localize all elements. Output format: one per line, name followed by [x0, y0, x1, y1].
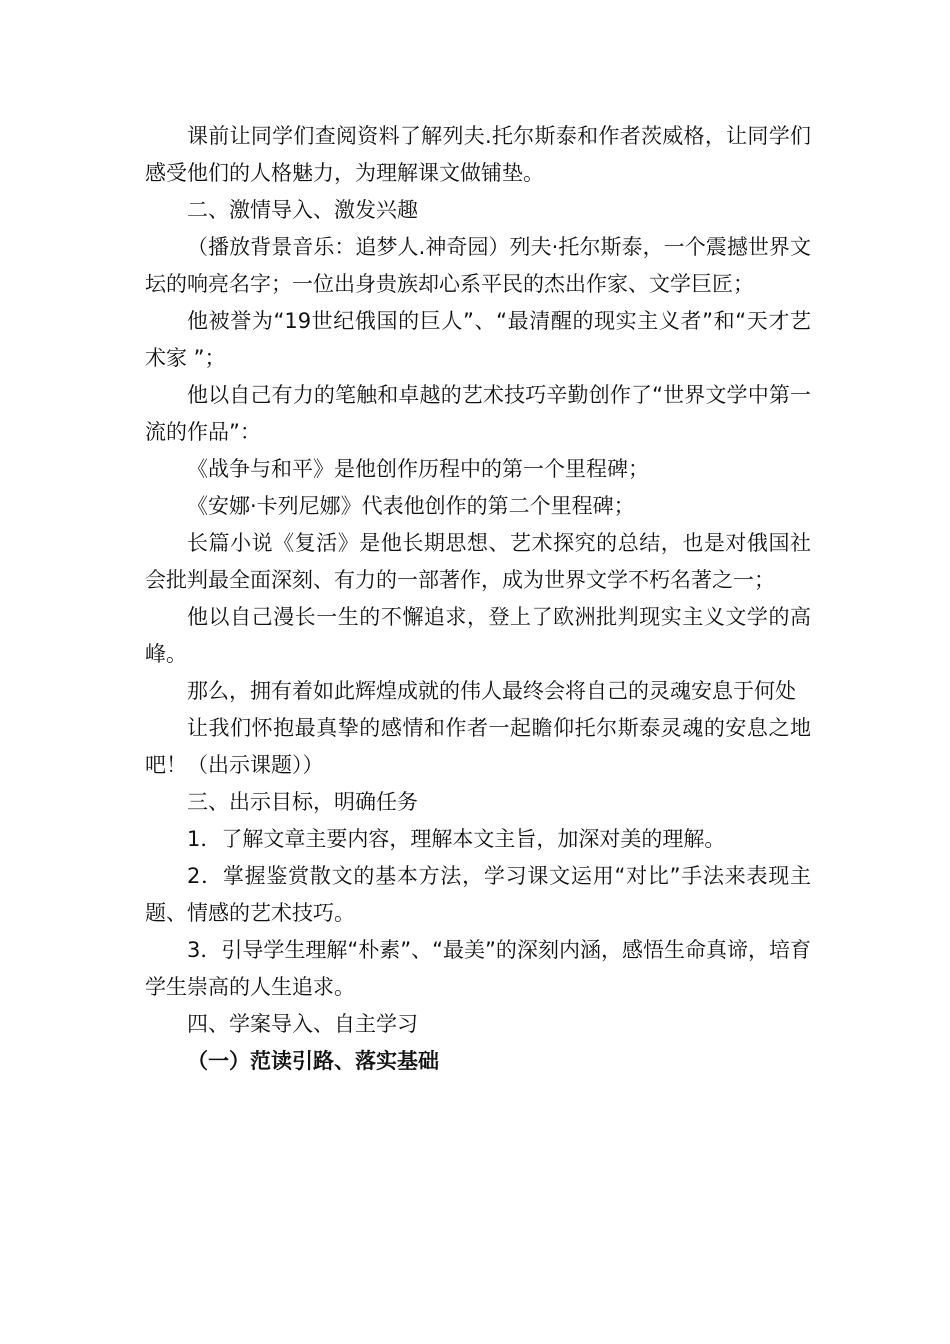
section-heading-2: 二、激情导入、激发兴趣 [187, 198, 418, 222]
goal-item-1: 1．了解文章主要内容，理解本文主旨，加深对美的理解。 [187, 827, 726, 851]
tolstoy-intro-paragraph: （播放背景音乐：追梦人.神奇园）列夫·托尔斯泰，一个震撼世界文坛的响亮名字；一位出身贵族却心系平民的杰出作家、文学巨匠； [145, 235, 811, 296]
goal-item-3: 3．引导学生理解“朴素”、“最美”的深刻内涵，感悟生命真谛，培育学生崇高的人生追求。 [145, 938, 811, 999]
show-title-paragraph: 让我们怀抱最真挚的感情和作者一起瞻仰托尔斯泰灵魂的安息之地吧！（出示课题）） [145, 716, 811, 777]
intro-paragraph: 课前让同学们查阅资料了解列夫.托尔斯泰和作者茨威格，让同学们感受他们的人格魅力，为理解课文做铺垫。 [145, 124, 811, 185]
question-paragraph: 那么，拥有着如此辉煌成就的伟人最终会将自己的灵魂安息于何处 [187, 679, 796, 703]
anna-karenina-line: 《安娜·卡列尼娜》代表他创作的第二个里程碑； [187, 494, 635, 518]
tolstoy-praise-paragraph: 他被誉为“19世纪俄国的巨人”、“最清醒的现实主义者”和“天才艺术家 ”； [145, 309, 811, 370]
section-heading-4: 四、学案导入、自主学习 [187, 1012, 418, 1036]
goal-item-2: 2．掌握鉴赏散文的基本方法，学习课文运用“对比”手法来表现主题、情感的艺术技巧。 [145, 864, 811, 925]
resurrection-paragraph: 长篇小说《复活》是他长期思想、艺术探究的总结，也是对俄国社会批判最全面深刻、有力的一部著作，成为世界文学不朽名著之一； [145, 531, 811, 592]
tolstoy-works-paragraph: 他以自己有力的笔触和卓越的艺术技巧辛勤创作了“世界文学中第一流的作品”： [145, 383, 811, 444]
realism-peak-paragraph: 他以自己漫长一生的不懈追求，登上了欧洲批判现实主义文学的高峰。 [145, 605, 811, 666]
subsection-heading-1: （一）范读引路、落实基础 [187, 1049, 439, 1073]
document-body [145, 118, 811, 1080]
war-and-peace-line: 《战争与和平》是他创作历程中的第一个里程碑； [187, 457, 649, 481]
section-heading-3: 三、出示目标，明确任务 [187, 790, 418, 814]
